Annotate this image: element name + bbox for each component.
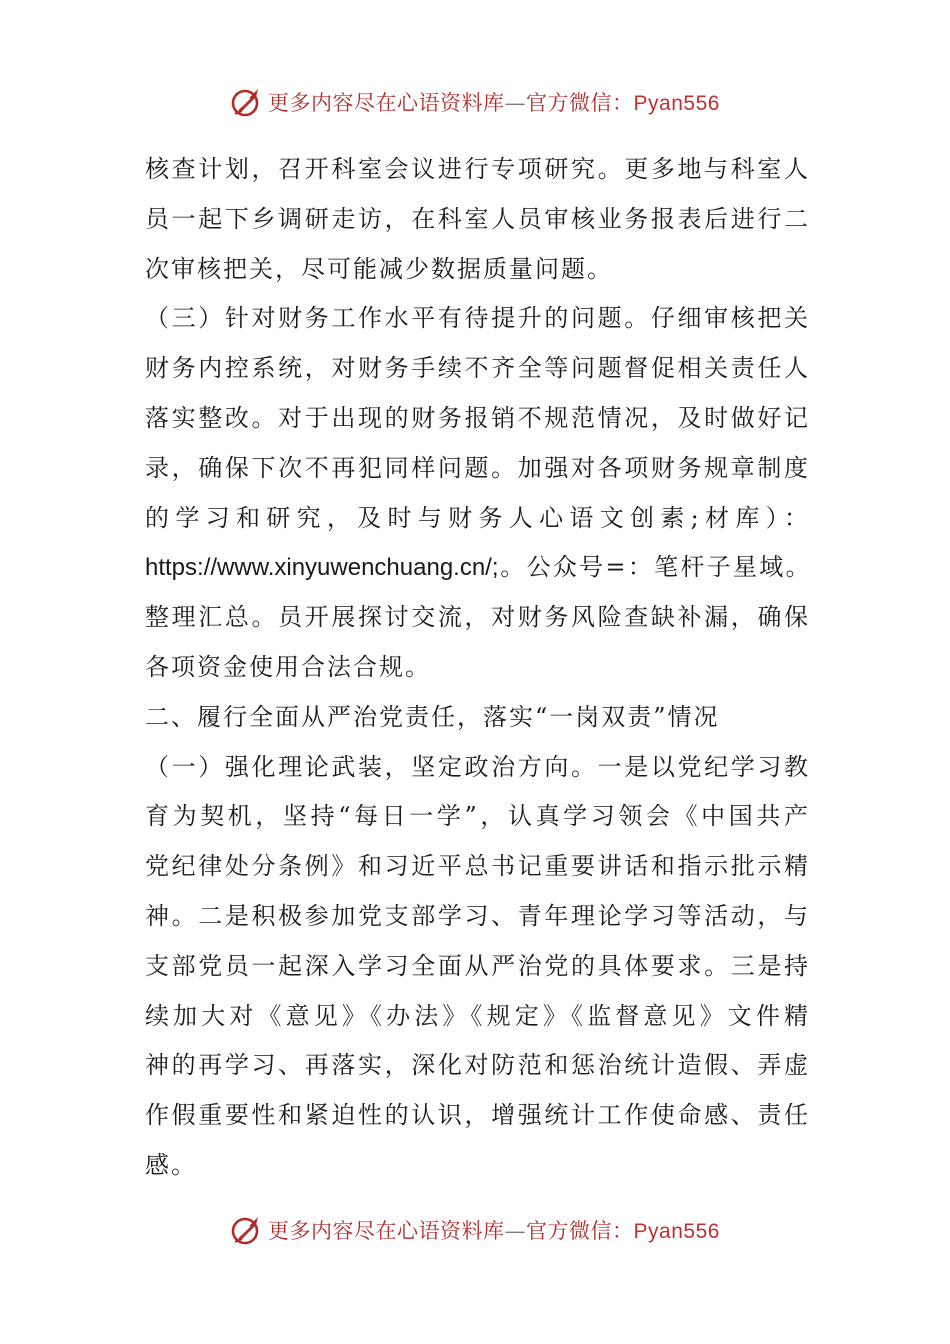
body-line: 员一起下乡调研走访，在科室人员审核业务报表后进行二 (145, 204, 810, 233)
body-line: 神。二是积极参加党支部学习、青年理论学习等活动，与 (145, 901, 810, 930)
document-body (145, 145, 810, 1191)
body-line: 作假重要性和紧迫性的认识，增强统计工作使命感、责任 (145, 1101, 810, 1130)
footer-banner (0, 1208, 950, 1252)
url-line-rest: 。公众号=：笔杆子星域。 (498, 553, 810, 582)
banner-main-text: 更多内容尽在心语资料库 (268, 1219, 505, 1243)
section-heading: 二、履行全面从严治党责任，落实“一岗双责”情况 (145, 702, 720, 731)
body-line: 感。 (145, 1150, 197, 1179)
banner-wechat-label: 官方微信： (526, 1219, 634, 1243)
url-link[interactable]: https://www.xinyuwenchuang.cn/; (145, 554, 499, 582)
banner-wechat-id: Pyan556 (633, 92, 720, 115)
body-line: 育为契机，坚持“每日一学”，认真学习领会《中国共产 (145, 802, 810, 831)
header-banner (0, 80, 950, 124)
body-line: 神的再学习、再落实，深化对防范和惩治统计造假、弄虚 (145, 1051, 810, 1080)
body-line: 各项资金使用合法合规。 (145, 652, 431, 681)
body-line: 整理汇总。员开展探讨交流，对财务风险查缺补漏，确保 (145, 603, 810, 632)
banner-text (268, 1215, 720, 1245)
banner-wechat-id: Pyan556 (633, 1220, 720, 1243)
body-line: 支部党员一起深入学习全面从严治党的具体要求。三是持 (145, 951, 810, 980)
banner-dash: — (504, 1219, 527, 1243)
body-line: 续加大对《意见》《办法》《规定》《监督意见》文件精 (145, 1001, 810, 1030)
body-line: 的学习和研究，及时与财务人心语文创素;材库）： (145, 503, 810, 532)
banner-main-text: 更多内容尽在心语资料库 (268, 91, 505, 115)
body-line: （三）针对财务工作水平有待提升的问题。仔细审核把关 (145, 304, 810, 333)
banner-wechat-label: 官方微信： (526, 91, 634, 115)
body-line: 录，确保下次不再犯同样问题。加强对各项财务规章制度 (145, 453, 810, 482)
body-line: 党纪律处分条例》和习近平总书记重要讲话和指示批示精 (145, 852, 810, 881)
quill-logo-icon (230, 1213, 264, 1247)
body-line: 次审核把关，尽可能减少数据质量问题。 (145, 254, 613, 283)
quill-logo-icon (230, 85, 264, 119)
body-line: 核查计划，召开科室会议进行专项研究。更多地与科室人 (145, 155, 810, 183)
banner-text (268, 87, 720, 117)
body-line: 财务内控系统，对财务手续不齐全等问题督促相关责任人 (145, 354, 810, 383)
body-line: 落实整改。对于出现的财务报销不规范情况，及时做好记 (145, 403, 810, 432)
body-line: （一）强化理论武装，坚定政治方向。一是以党纪学习教 (145, 752, 810, 781)
banner-dash: — (504, 91, 527, 115)
body-line-url (145, 543, 810, 593)
